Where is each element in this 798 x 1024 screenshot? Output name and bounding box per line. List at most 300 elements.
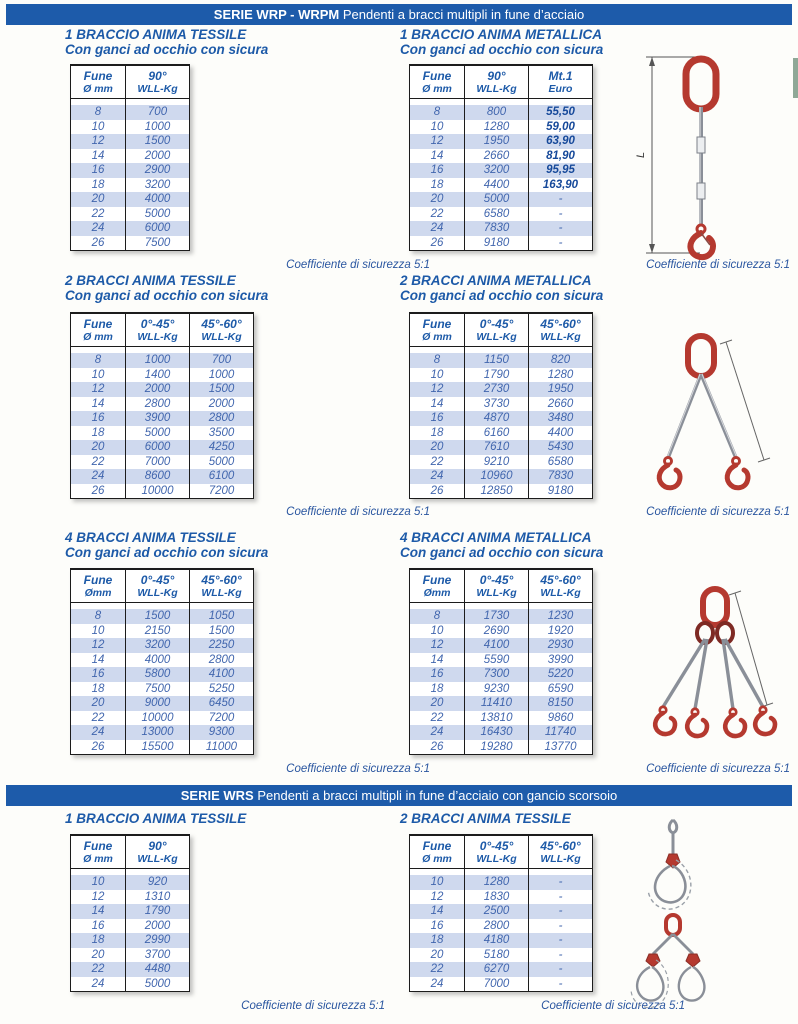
table-cell: 20 — [430, 948, 444, 961]
table-row — [410, 977, 593, 992]
table-cell: 2930 — [529, 638, 593, 653]
table-cell: 1830 — [465, 890, 529, 905]
table-cell: 5590 — [465, 653, 529, 668]
hook-icon — [755, 707, 775, 734]
table-row — [410, 933, 593, 948]
table-cell: 26 — [430, 740, 444, 753]
table-cell: 11410 — [465, 696, 529, 711]
column-header: 45°-60° WLL-Kg — [190, 313, 254, 347]
table-cell: 20 — [410, 440, 465, 455]
table-cell: 10 — [410, 875, 465, 890]
table-cell: 3730 — [465, 397, 529, 412]
table-cell: 16430 — [465, 725, 529, 740]
table-cell: 12850 — [465, 484, 529, 499]
table-cell: - — [529, 962, 593, 977]
table-cell: 24 — [410, 725, 465, 740]
table-cell: 11740 — [529, 725, 593, 740]
table-cell: 1500 — [126, 134, 190, 149]
table-cell: 20 — [91, 948, 105, 961]
single-leg-sling-illustration — [630, 45, 755, 265]
table-cell: 1230 — [529, 609, 593, 624]
table-row — [410, 962, 593, 977]
table-cell: 1500 — [190, 382, 254, 397]
table-cell: 820 — [529, 353, 593, 368]
table-row — [71, 948, 190, 963]
table-cell: 22 — [410, 962, 465, 977]
table-cell: 6160 — [465, 426, 529, 441]
table-row — [410, 904, 593, 919]
column-header: Mt.1 Euro — [529, 65, 593, 99]
table-cell: 7830 — [465, 221, 529, 236]
safety-note: Coefficiente di sicurezza 5:1 — [241, 1000, 385, 1012]
table-row — [410, 696, 593, 711]
table-row — [71, 740, 254, 755]
table-cell: 24 — [430, 977, 444, 990]
table-row — [410, 667, 593, 682]
table-cell: 12 — [430, 890, 444, 903]
section-title-wrs-1-tessile: 1 BRACCIO ANIMA TESSILE — [65, 811, 247, 826]
table-wrp-2-tessile — [70, 312, 254, 499]
table-cell: 12 — [410, 638, 465, 653]
table-cell: 2730 — [465, 382, 529, 397]
table-cell: 4100 — [190, 667, 254, 682]
table-row — [410, 368, 593, 383]
table-cell: 26 — [91, 236, 105, 249]
table-cell: 1280 — [465, 120, 529, 135]
section-title-wrp-2-tessile: 2 BRACCI ANIMA TESSILE — [65, 273, 236, 288]
table-row — [410, 624, 593, 639]
table-cell: 55,50 — [529, 105, 593, 120]
table-cell: - — [529, 236, 593, 251]
table-row — [410, 682, 593, 697]
table-cell: 12 — [71, 638, 126, 653]
table-cell: 8 — [410, 609, 465, 624]
table-row — [410, 469, 593, 484]
series-wrp-banner — [6, 4, 792, 25]
safety-note: Coefficiente di sicurezza 5:1 — [646, 763, 790, 775]
table-row — [410, 440, 593, 455]
table-cell: 63,90 — [529, 134, 593, 149]
table-cell: 18 — [71, 933, 126, 948]
table-cell: 2660 — [529, 397, 593, 412]
safety-note: Coefficiente di sicurezza 5:1 — [286, 763, 430, 775]
table-wrp-4-metallica — [409, 568, 593, 755]
table-cell: 26 — [91, 740, 105, 753]
table-cell: 14 — [430, 653, 444, 666]
column-header: 0°-45° WLL-Kg — [465, 313, 529, 347]
column-header: 45°-60° WLL-Kg — [529, 569, 593, 603]
table-row — [410, 875, 593, 890]
table-cell: 10 — [430, 368, 444, 381]
table-cell: 1310 — [126, 890, 190, 905]
table-wrp-1-metallica — [409, 64, 593, 251]
table-cell: 4400 — [529, 426, 593, 441]
table-cell: 800 — [465, 105, 529, 120]
table-cell: - — [529, 948, 593, 963]
column-header: Fune Ømm — [71, 569, 126, 603]
dimension-label: L — [635, 151, 647, 158]
table-cell: 22 — [91, 455, 105, 468]
table-cell: 22 — [430, 455, 444, 468]
section-title-wrs-2-tessile: 2 BRACCI ANIMA TESSILE — [400, 811, 571, 826]
table-cell: 59,00 — [529, 120, 593, 135]
table-cell: 1920 — [529, 624, 593, 639]
table-cell: 3500 — [190, 426, 254, 441]
table-cell: 13810 — [465, 711, 529, 726]
table-cell: 7300 — [465, 667, 529, 682]
table-cell: 1790 — [465, 368, 529, 383]
table-cell: 16 — [410, 163, 465, 178]
table-row — [71, 725, 254, 740]
safety-note: Coefficiente di sicurezza 5:1 — [646, 259, 790, 271]
table-cell: 4180 — [465, 933, 529, 948]
table-cell: 24 — [410, 469, 465, 484]
table-row — [410, 638, 593, 653]
table-cell: 700 — [190, 353, 254, 368]
hook-icon — [727, 458, 748, 488]
table-row — [410, 163, 593, 178]
table-row — [410, 353, 593, 368]
table-cell: 2660 — [465, 149, 529, 164]
table-cell: - — [529, 875, 593, 890]
table-cell: 7610 — [465, 440, 529, 455]
safety-note: Coefficiente di sicurezza 5:1 — [646, 506, 790, 518]
table-cell: 10 — [430, 120, 444, 133]
table-cell: 700 — [126, 105, 190, 120]
table-row — [71, 134, 190, 149]
table-row — [71, 682, 254, 697]
table-row — [71, 163, 190, 178]
table-cell: - — [529, 207, 593, 222]
table-cell: 9300 — [190, 725, 254, 740]
table-cell: 2250 — [190, 638, 254, 653]
section-subtitle-wrp-4-metallica: Con ganci ad occhio con sicura — [400, 545, 604, 560]
table-row — [410, 740, 593, 755]
table-cell: 2000 — [190, 397, 254, 412]
table-row — [71, 890, 190, 905]
table-cell: 20 — [410, 696, 465, 711]
section-title-wrp-1-metallica: 1 BRACCIO ANIMA METALLICA — [400, 27, 602, 42]
wrs-single-choker-illustration — [628, 816, 718, 911]
table-cell: 4480 — [126, 962, 190, 977]
table-cell: 1000 — [126, 353, 190, 368]
table-cell: 2690 — [465, 624, 529, 639]
table-cell: - — [529, 904, 593, 919]
table-cell: 3990 — [529, 653, 593, 668]
table-cell: 5000 — [126, 207, 190, 222]
table-cell: 24 — [410, 221, 465, 236]
table-cell: 5800 — [126, 667, 190, 682]
table-cell: 18 — [91, 682, 105, 695]
table-row — [71, 192, 190, 207]
series-wrs-banner-text: Pendenti a bracci multipli in fune d’acciaio con gancio scorsoio — [253, 788, 618, 803]
table-cell: 8 — [410, 105, 465, 120]
table-cell: 16 — [71, 411, 126, 426]
table-cell: - — [529, 933, 593, 948]
table-cell: 19280 — [465, 740, 529, 755]
table-row — [71, 105, 190, 120]
table-cell: 11000 — [190, 740, 254, 755]
column-header: 45°-60° WLL-Kg — [529, 835, 593, 869]
table-cell: 12 — [71, 382, 126, 397]
table-row — [410, 455, 593, 470]
column-header: 0°-45° WLL-Kg — [126, 569, 190, 603]
table-cell: 10 — [91, 624, 105, 637]
hook-icon — [659, 458, 680, 488]
table-cell: 24 — [91, 977, 105, 990]
table-row — [410, 919, 593, 934]
table-cell: 22 — [430, 207, 444, 220]
table-cell: 8 — [71, 609, 126, 624]
table-cell: 13000 — [126, 725, 190, 740]
table-cell: 1280 — [465, 875, 529, 890]
table-cell: 9230 — [465, 682, 529, 697]
table-cell: 1400 — [126, 368, 190, 383]
table-cell: 2500 — [465, 904, 529, 919]
table-row — [410, 397, 593, 412]
table-cell: 4250 — [190, 440, 254, 455]
table-row — [71, 382, 254, 397]
table-cell: 5220 — [529, 667, 593, 682]
table-row — [410, 609, 593, 624]
table-cell: 7200 — [190, 711, 254, 726]
wrs-double-choker-illustration — [618, 912, 728, 1012]
table-row — [410, 890, 593, 905]
table-cell: 4400 — [465, 178, 529, 193]
table-cell: 20 — [71, 440, 126, 455]
table-cell: 14 — [91, 653, 105, 666]
table-cell: 18 — [410, 933, 465, 948]
table-cell: 1950 — [465, 134, 529, 149]
table-cell: 26 — [430, 236, 444, 249]
column-header: Fune Ømm — [410, 569, 465, 603]
table-cell: 24 — [71, 221, 126, 236]
table-row — [71, 638, 254, 653]
table-cell: 1790 — [126, 904, 190, 919]
table-row — [71, 368, 254, 383]
table-row — [410, 426, 593, 441]
table-cell: 14 — [91, 149, 105, 162]
series-wrp-banner-text: Pendenti a bracci multipli in fune d’acciaio — [339, 7, 585, 22]
table-row — [71, 696, 254, 711]
hook-icon — [655, 707, 675, 734]
table-cell: 14 — [71, 904, 126, 919]
table-row — [410, 192, 593, 207]
table-cell: 2900 — [126, 163, 190, 178]
table-cell: - — [529, 221, 593, 236]
section-subtitle-wrp-1-tessile: Con ganci ad occhio con sicura — [65, 42, 269, 57]
hook-icon — [725, 709, 745, 736]
table-cell: 18 — [91, 426, 105, 439]
table-cell: 20 — [71, 696, 126, 711]
column-header: Fune Ø mm — [71, 313, 126, 347]
table-cell: 3480 — [529, 411, 593, 426]
table-cell: 7830 — [529, 469, 593, 484]
table-cell: 4000 — [126, 653, 190, 668]
table-row — [410, 725, 593, 740]
section-subtitle-wrp-2-tessile: Con ganci ad occhio con sicura — [65, 288, 269, 303]
table-cell: 10 — [71, 875, 126, 890]
table-row — [71, 484, 254, 499]
table-cell: 9210 — [465, 455, 529, 470]
section-title-wrp-4-tessile: 4 BRACCI ANIMA TESSILE — [65, 530, 236, 545]
table-wrp-4-tessile — [70, 568, 254, 755]
table-cell: 1000 — [190, 368, 254, 383]
table-cell: 18 — [430, 426, 444, 439]
table-cell: 1280 — [529, 368, 593, 383]
table-cell: 5000 — [126, 977, 190, 992]
table-cell: 7200 — [190, 484, 254, 499]
column-header: Fune Ø mm — [71, 65, 126, 99]
table-cell: 9180 — [465, 236, 529, 251]
table-cell: 5000 — [190, 455, 254, 470]
table-wrp-2-metallica — [409, 312, 593, 499]
column-header: 45°-60° WLL-Kg — [529, 313, 593, 347]
table-cell: - — [529, 890, 593, 905]
table-cell: 4000 — [126, 192, 190, 207]
table-cell: 9860 — [529, 711, 593, 726]
table-row — [71, 469, 254, 484]
table-row — [410, 221, 593, 236]
hook-icon — [687, 709, 707, 736]
table-row — [71, 411, 254, 426]
column-header: 0°-45° WLL-Kg — [465, 835, 529, 869]
table-cell: 14 — [430, 149, 444, 162]
table-cell: 12 — [71, 134, 126, 149]
table-cell: 22 — [91, 207, 105, 220]
table-cell: 24 — [71, 725, 126, 740]
column-header: 90° WLL-Kg — [126, 835, 190, 869]
table-cell: - — [529, 919, 593, 934]
table-cell: 20 — [410, 192, 465, 207]
table-cell: 2990 — [126, 933, 190, 948]
table-row — [71, 667, 254, 682]
table-cell: 10 — [91, 368, 105, 381]
table-cell: 8 — [410, 353, 465, 368]
table-cell: 5000 — [465, 192, 529, 207]
table-row — [71, 609, 254, 624]
table-row — [410, 105, 593, 120]
table-row — [71, 397, 254, 412]
table-row — [71, 120, 190, 135]
table-cell: 13770 — [529, 740, 593, 755]
table-cell: 5430 — [529, 440, 593, 455]
table-row — [71, 178, 190, 193]
table-cell: 3700 — [126, 948, 190, 963]
column-header: Fune Ø mm — [410, 313, 465, 347]
table-cell: 2800 — [190, 653, 254, 668]
table-row — [410, 236, 593, 251]
column-header: Fune Ø mm — [410, 65, 465, 99]
table-cell: 2000 — [126, 382, 190, 397]
table-row — [410, 207, 593, 222]
table-cell: 2800 — [190, 411, 254, 426]
table-cell: 920 — [126, 875, 190, 890]
table-row — [71, 904, 190, 919]
table-cell: 10960 — [465, 469, 529, 484]
table-cell: 3200 — [465, 163, 529, 178]
section-title-wrp-2-metallica: 2 BRACCI ANIMA METALLICA — [400, 273, 592, 288]
table-row — [71, 919, 190, 934]
table-cell: 2000 — [126, 919, 190, 934]
table-cell: 7500 — [126, 236, 190, 251]
table-row — [71, 149, 190, 164]
column-header: 0°-45° WLL-Kg — [465, 569, 529, 603]
table-cell: 95,95 — [529, 163, 593, 178]
table-row — [410, 484, 593, 499]
table-cell: 3200 — [126, 638, 190, 653]
table-cell: - — [529, 977, 593, 992]
table-row — [71, 236, 190, 251]
table-row — [71, 207, 190, 222]
table-cell: 6580 — [465, 207, 529, 222]
column-header: Fune Ø mm — [71, 835, 126, 869]
table-row — [71, 711, 254, 726]
table-cell: 2800 — [465, 919, 529, 934]
table-row — [410, 653, 593, 668]
table-cell: 14 — [91, 397, 105, 410]
table-cell: 1950 — [529, 382, 593, 397]
table-cell: 6000 — [126, 440, 190, 455]
table-cell: 16 — [71, 667, 126, 682]
table-cell: 14 — [430, 397, 444, 410]
table-wrp-1-tessile — [70, 64, 190, 251]
table-cell: 7000 — [465, 977, 529, 992]
table-row — [410, 382, 593, 397]
table-cell: 2000 — [126, 149, 190, 164]
table-row — [71, 977, 190, 992]
table-cell: - — [529, 192, 593, 207]
table-cell: 18 — [430, 682, 444, 695]
table-row — [410, 948, 593, 963]
table-cell: 26 — [430, 484, 444, 497]
table-cell: 6590 — [529, 682, 593, 697]
section-title-wrp-1-tessile: 1 BRACCIO ANIMA TESSILE — [65, 27, 247, 42]
table-cell: 6100 — [190, 469, 254, 484]
table-cell: 3900 — [126, 411, 190, 426]
table-cell: 1500 — [126, 609, 190, 624]
table-row — [71, 455, 254, 470]
table-cell: 10000 — [126, 711, 190, 726]
table-cell: 1500 — [190, 624, 254, 639]
table-cell: 6580 — [529, 455, 593, 470]
table-row — [410, 411, 593, 426]
table-cell: 1730 — [465, 609, 529, 624]
table-cell: 8 — [71, 105, 126, 120]
table-row — [71, 440, 254, 455]
table-row — [410, 134, 593, 149]
four-leg-sling-illustration — [635, 583, 795, 768]
table-cell: 8600 — [126, 469, 190, 484]
table-cell: 16 — [71, 163, 126, 178]
table-cell: 14 — [410, 904, 465, 919]
table-cell: 1150 — [465, 353, 529, 368]
table-cell: 4870 — [465, 411, 529, 426]
safety-note: Coefficiente di sicurezza 5:1 — [286, 259, 430, 271]
table-wrs-1-tessile — [70, 834, 190, 992]
section-subtitle-wrp-4-tessile: Con ganci ad occhio con sicura — [65, 545, 269, 560]
safety-note: Coefficiente di sicurezza 5:1 — [286, 506, 430, 518]
table-cell: 6000 — [126, 221, 190, 236]
table-cell: 12 — [410, 382, 465, 397]
column-header: 90° WLL-Kg — [465, 65, 529, 99]
table-cell: 7000 — [126, 455, 190, 470]
table-cell: 2800 — [126, 397, 190, 412]
table-row — [410, 711, 593, 726]
table-wrs-2-tessile — [409, 834, 593, 992]
series-wrs-banner — [6, 785, 792, 806]
table-cell: 15500 — [126, 740, 190, 755]
